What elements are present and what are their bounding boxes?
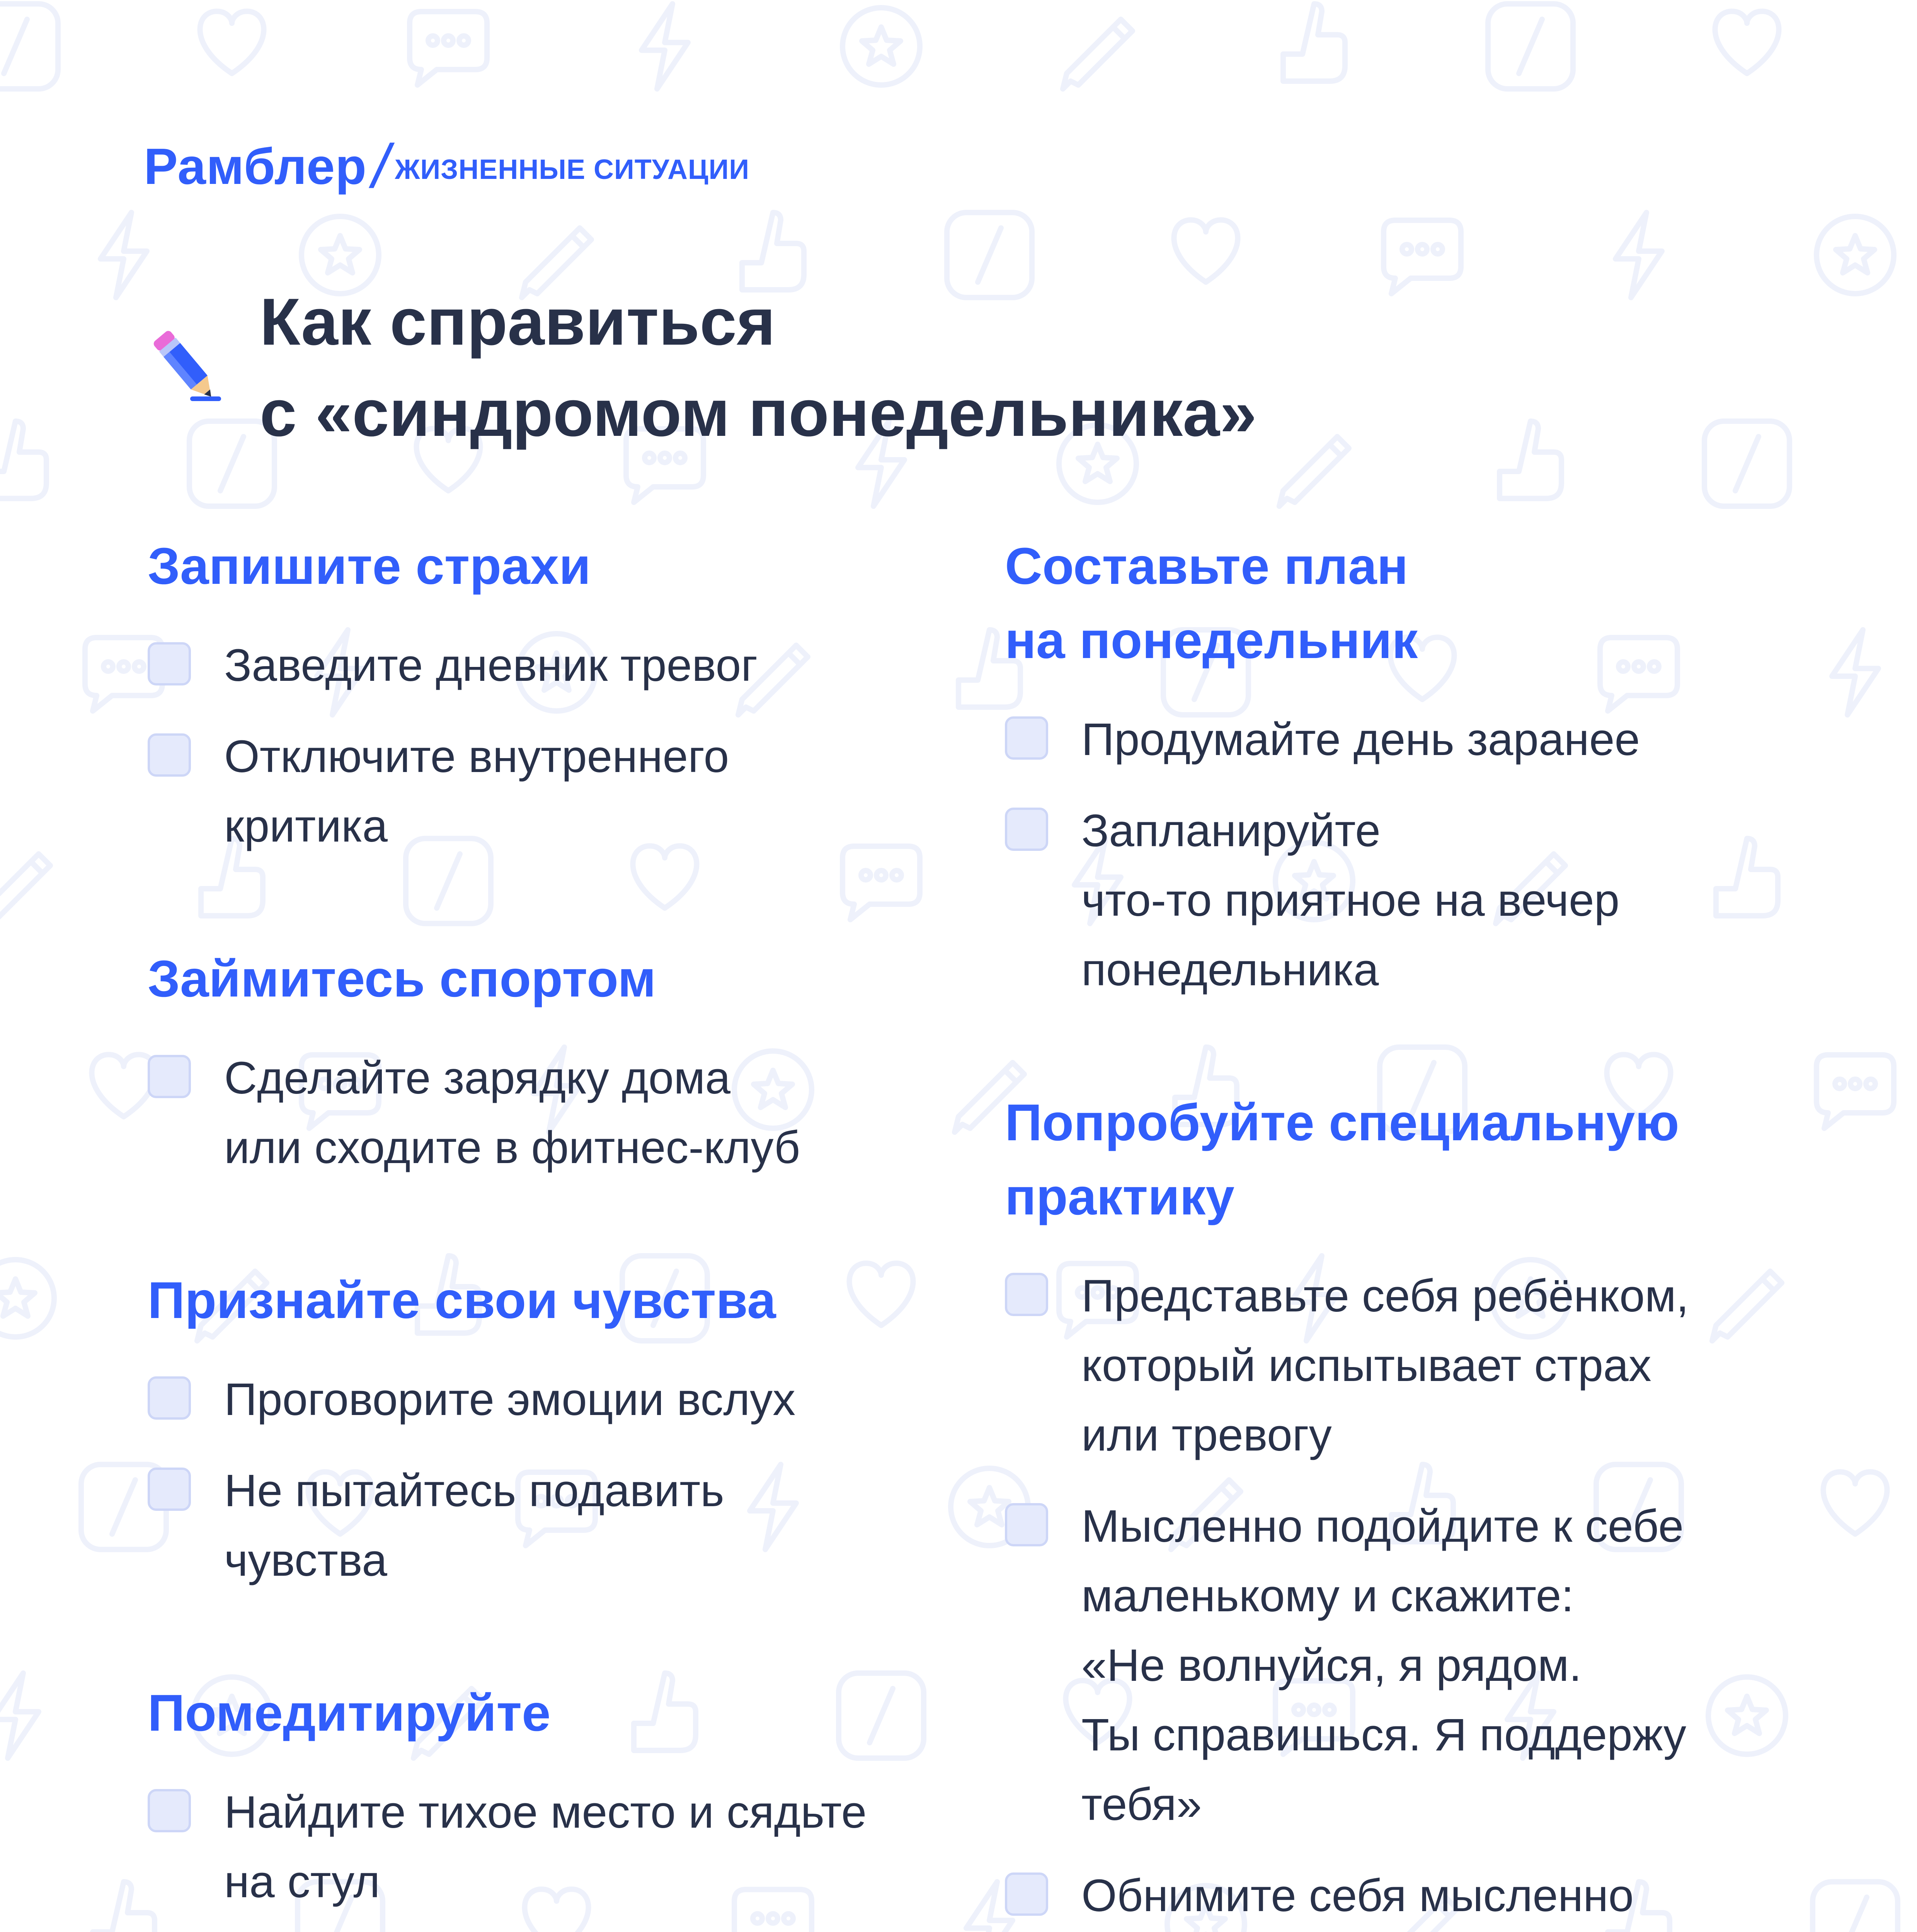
bolt-icon xyxy=(1832,630,1878,715)
hand-icon xyxy=(0,421,46,498)
item-text xyxy=(224,1777,932,1917)
item-line: или тревогу xyxy=(1081,1410,1332,1461)
item-line: маленькому и скажите: xyxy=(1081,1570,1574,1621)
pencil-icon xyxy=(144,325,229,410)
checkbox[interactable] xyxy=(148,1789,191,1832)
hand-icon xyxy=(1500,421,1561,498)
left-column xyxy=(148,529,932,1932)
item-line: Найдите тихое место и сядьте xyxy=(224,1787,867,1838)
bolt-icon xyxy=(1616,213,1662,298)
item-line: Представьте себя ребёнком, xyxy=(1081,1270,1689,1321)
star-badge-icon xyxy=(843,8,920,85)
section-sport xyxy=(148,942,932,1182)
slash-tile-icon xyxy=(1813,1882,1898,1932)
section-title xyxy=(148,942,932,1016)
checkbox[interactable] xyxy=(148,1376,191,1420)
item-line: что-то приятное на вечер xyxy=(1081,875,1620,926)
section-title xyxy=(1005,1086,1789,1234)
checkbox[interactable] xyxy=(1005,1273,1048,1316)
item-text xyxy=(1081,1861,1789,1930)
item-line: Запланируйте xyxy=(1081,805,1381,856)
section-title-line: Попробуйте специальную xyxy=(1005,1094,1679,1151)
checkbox[interactable] xyxy=(148,642,191,685)
section-feelings xyxy=(148,1264,932,1595)
checklist-item xyxy=(148,1043,932,1182)
heart-icon xyxy=(200,11,264,73)
item-line: «Не волнуйся, я рядом. xyxy=(1081,1640,1582,1691)
checklist-item xyxy=(148,722,932,861)
section-title-line: Помедитируйте xyxy=(148,1684,551,1742)
checklist-item xyxy=(1005,1261,1789,1470)
checkbox[interactable] xyxy=(1005,716,1048,760)
checklist-item xyxy=(148,1456,932,1595)
item-line: Обнимите себя мысленно xyxy=(1081,1870,1634,1921)
section-monday-plan xyxy=(1005,529,1789,1005)
section-title-line: Признайте свои чувства xyxy=(148,1272,776,1329)
star-badge-icon xyxy=(1817,216,1894,294)
item-line: Мысленно подойдите к себе xyxy=(1081,1501,1684,1552)
checkbox[interactable] xyxy=(148,733,191,777)
item-line: или сходите в фитнес-клуб xyxy=(224,1122,800,1173)
checkbox[interactable] xyxy=(1005,1503,1048,1546)
item-line: который испытывает страх xyxy=(1081,1340,1651,1391)
heart-icon xyxy=(92,1054,156,1117)
hand-icon xyxy=(93,1882,155,1932)
section-title-line: Запишите страхи xyxy=(148,537,591,595)
item-line: Сделайте зарядку дома xyxy=(224,1053,731,1104)
slash-tile-icon xyxy=(1704,421,1789,506)
checkbox[interactable] xyxy=(1005,1872,1048,1916)
brand-logo: Рамблер xyxy=(144,138,367,195)
bolt-icon xyxy=(642,4,688,89)
checklist-item xyxy=(1005,705,1789,774)
section-title-line: Составьте план xyxy=(1005,537,1408,595)
chat-bubble-icon xyxy=(1817,1055,1894,1128)
star-badge-icon xyxy=(0,1260,54,1337)
checklist-item xyxy=(1005,796,1789,1005)
section-title-line: практику xyxy=(1005,1168,1234,1226)
item-line: Проговорите эмоции вслух xyxy=(224,1374,796,1425)
section-title xyxy=(148,529,932,604)
chat-bubble-icon xyxy=(1384,220,1461,294)
chat-bubble-icon xyxy=(410,12,487,85)
bolt-icon xyxy=(100,213,147,298)
pencil-outline-icon xyxy=(1063,19,1132,89)
item-text xyxy=(224,722,932,861)
slash-tile-icon xyxy=(1488,4,1573,89)
section-meditate xyxy=(148,1676,932,1932)
pencil-outline-icon xyxy=(1279,437,1349,506)
brand-header xyxy=(144,131,750,201)
brand-tagline: ЖИЗНЕННЫЕ СИТУАЦИИ xyxy=(395,154,750,185)
checklist-item xyxy=(1005,1492,1789,1839)
checklist-item xyxy=(148,631,932,700)
heart-icon xyxy=(1823,1472,1887,1534)
checklist-item xyxy=(148,1365,932,1434)
section-title xyxy=(148,1676,932,1750)
item-line: тебя» xyxy=(1081,1779,1202,1830)
section-special-practice xyxy=(1005,1086,1789,1932)
item-text xyxy=(224,631,932,700)
hand-icon xyxy=(1283,4,1345,81)
checkbox[interactable] xyxy=(148,1468,191,1511)
checkbox[interactable] xyxy=(1005,808,1048,851)
item-line: Не пытайтесь подавить xyxy=(224,1465,724,1516)
section-title xyxy=(148,1264,932,1338)
item-line: Отключите внутреннего xyxy=(224,731,729,782)
item-text xyxy=(224,1043,932,1182)
title-line: с «синдромом понедельника» xyxy=(260,376,1257,450)
item-line: на стул xyxy=(224,1856,380,1907)
section-write-fears xyxy=(148,529,932,861)
section-title-line: на понедельник xyxy=(1005,612,1418,669)
heart-icon xyxy=(1715,11,1779,73)
page-title xyxy=(260,276,1257,459)
item-line: критика xyxy=(224,801,388,852)
checkbox[interactable] xyxy=(148,1055,191,1098)
checklist-item xyxy=(1005,1861,1789,1930)
heart-icon xyxy=(1174,220,1238,282)
title-line: Как справиться xyxy=(260,285,776,359)
item-text xyxy=(224,1456,932,1595)
item-line: Продумайте день заранее xyxy=(1081,714,1640,765)
item-line: Ты справишься. Я поддержу xyxy=(1081,1709,1686,1760)
item-text xyxy=(1081,705,1789,774)
brand-slash: / xyxy=(372,131,390,201)
item-text xyxy=(1081,1261,1789,1470)
section-title-line: Займитесь спортом xyxy=(148,950,656,1008)
item-text xyxy=(1081,1492,1789,1839)
item-text xyxy=(1081,796,1789,1005)
item-line: понедельника xyxy=(1081,944,1379,995)
right-column xyxy=(1005,529,1789,1932)
item-line: Заведите дневник тревог xyxy=(224,640,758,691)
section-title xyxy=(1005,529,1789,678)
pencil-outline-icon xyxy=(0,854,50,923)
checklist-item xyxy=(148,1777,932,1917)
item-line: чувства xyxy=(224,1535,387,1586)
item-text xyxy=(224,1365,932,1434)
slash-tile-icon xyxy=(0,4,58,89)
bolt-icon xyxy=(0,1673,39,1758)
